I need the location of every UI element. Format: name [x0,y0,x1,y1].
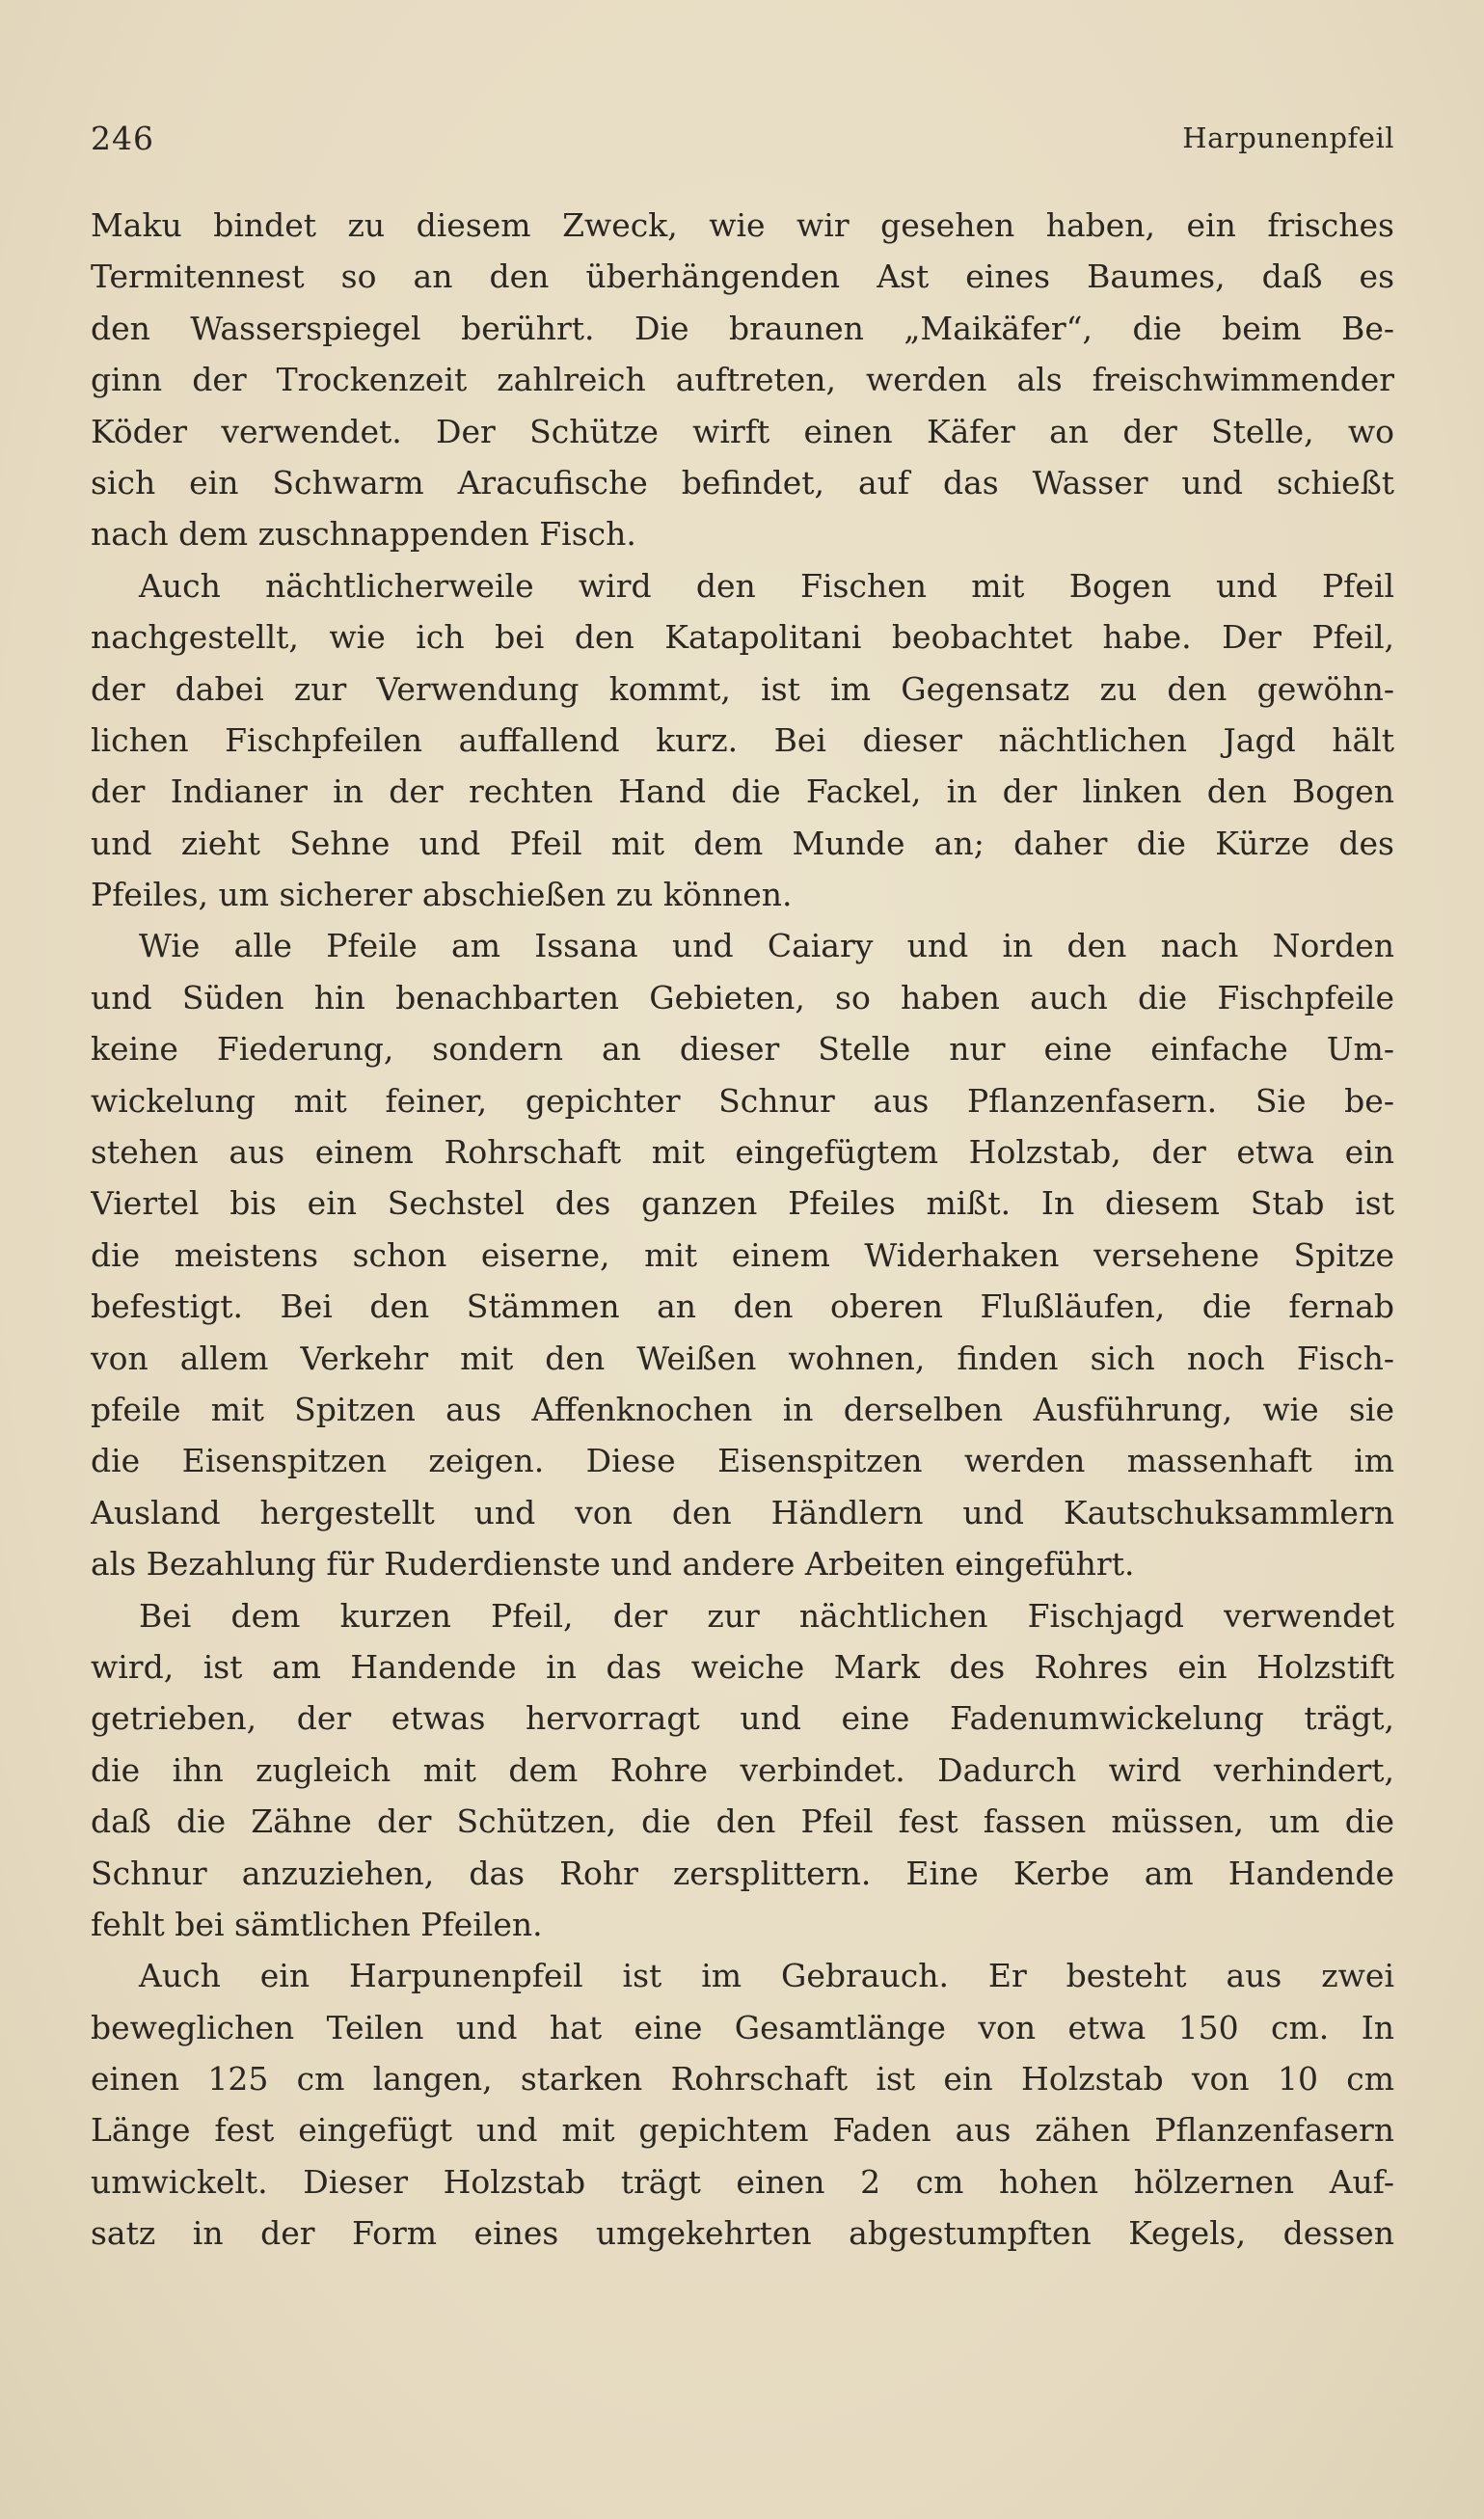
text-line: die Eisenspitzen zeigen. Diese Eisenspitzen werden massenhaft im [91,1442,1394,1480]
text-line: fehlt bei sämtlichen Pfeilen. [91,1905,543,1943]
body-text [91,200,1394,2260]
text-line: wickelung mit feiner, gepichter Schnur aus Pflanzenfasern. Sie be- [91,1081,1394,1120]
text-line: Bei dem kurzen Pfeil, der zur nächtlichen Fischjagd verwendet [139,1596,1394,1635]
text-line: nach dem zuschnappenden Fisch. [91,515,636,554]
text-line: Schnur anzuziehen, das Rohr zersplittern. Eine Kerbe am Handende [91,1854,1394,1892]
text-line: einen 125 cm langen, starken Rohrschaft ist ein Holzstab von 10 cm [91,2060,1394,2099]
text-line: und zieht Sehne und Pfeil mit dem Munde an; daher die Kürze des [91,824,1394,862]
text-line: beweglichen Teilen und hat eine Gesamtlänge von etwa 150 cm. In [91,2008,1394,2046]
text-line: die meistens schon eiserne, mit einem Widerhaken versehene Spitze [91,1235,1394,1274]
text-line: die ihn zugleich mit dem Rohre verbindet. Dadurch wird verhindert, [91,1750,1394,1789]
text-line: pfeile mit Spitzen aus Affenknochen in derselben Ausführung, wie sie [91,1390,1394,1428]
text-line: Auch nächtlicherweile wird den Fischen mit Bogen und Pfeil [139,566,1394,605]
page-header [91,120,1394,162]
text-line: getrieben, der etwas hervorragt und eine Fadenumwickelung trägt, [91,1699,1394,1738]
text-line: daß die Zähne der Schützen, die den Pfeil fest fassen müssen, um die [91,1802,1394,1841]
text-line: Viertel bis ein Sechstel des ganzen Pfeiles mißt. In diesem Stab ist [91,1184,1394,1223]
text-line: und Süden hin benachbarten Gebieten, so haben auch die Fischpfeile [91,978,1394,1016]
text-line: Pfeiles, um sicherer abschießen zu können. [91,876,793,914]
text-line: als Bezahlung für Ruderdienste und andere Arbeiten eingeführt. [91,1545,1135,1584]
text-line: Köder verwendet. Der Schütze wirft einen Käfer an der Stelle, wo [91,412,1394,450]
text-line: lichen Fischpfeilen auffallend kurz. Bei dieser nächtlichen Jagd hält [91,720,1394,759]
text-line: Maku bindet zu diesem Zweck, wie wir gesehen haben, ein frisches [91,206,1394,244]
text-line: Wie alle Pfeile am Issana und Caiary und in den nach Norden [139,927,1394,965]
text-line: Auch ein Harpunenpfeil ist im Gebrauch. Er besteht aus zwei [139,1957,1394,1995]
text-line: wird, ist am Handende in das weiche Mark des Rohres ein Holzstift [91,1647,1394,1686]
text-line: befestigt. Bei den Stämmen an den oberen Flußläufen, die fernab [91,1287,1394,1326]
text-line: Termitennest so an den überhängenden Ast eines Baumes, daß es [91,257,1394,296]
text-line: keine Fiederung, sondern an dieser Stelle nur eine einfache Um- [91,1030,1394,1069]
page-number: 246 [91,120,154,157]
text-line: der Indianer in der rechten Hand die Fackel, in der linken den Bogen [91,772,1394,811]
text-line: sich ein Schwarm Aracufische befindet, auf das Wasser und schießt [91,463,1394,501]
text-line: der dabei zur Verwendung kommt, ist im Gegensatz zu den gewöhn- [91,669,1394,708]
text-line: satz in der Form eines umgekehrten abgestumpften Kegels, dessen [91,2214,1394,2253]
text-line: stehen aus einem Rohrschaft mit eingefügtem Holzstab, der etwa ein [91,1133,1394,1172]
text-line: von allem Verkehr mit den Weißen wohnen, finden sich noch Fisch- [91,1339,1394,1377]
text-line: ginn der Trockenzeit zahlreich auftreten, werden als freischwimmender [91,361,1394,399]
text-line: umwickelt. Dieser Holzstab trägt einen 2 cm hohen hölzernen Auf- [91,2162,1394,2201]
text-line: nachgestellt, wie ich bei den Katapolitani beobachtet habe. Der Pfeil, [91,618,1394,657]
running-title: Harpunenpfeil [1182,122,1394,154]
text-line: den Wasserspiegel berührt. Die braunen „Maikäfer“, die beim Be- [91,309,1394,347]
text-line: Ausland hergestellt und von den Händlern und Kautschuksammlern [91,1493,1394,1531]
text-line: Länge fest eingefügt und mit gepichtem Faden aus zähen Pflanzenfasern [91,2111,1394,2150]
